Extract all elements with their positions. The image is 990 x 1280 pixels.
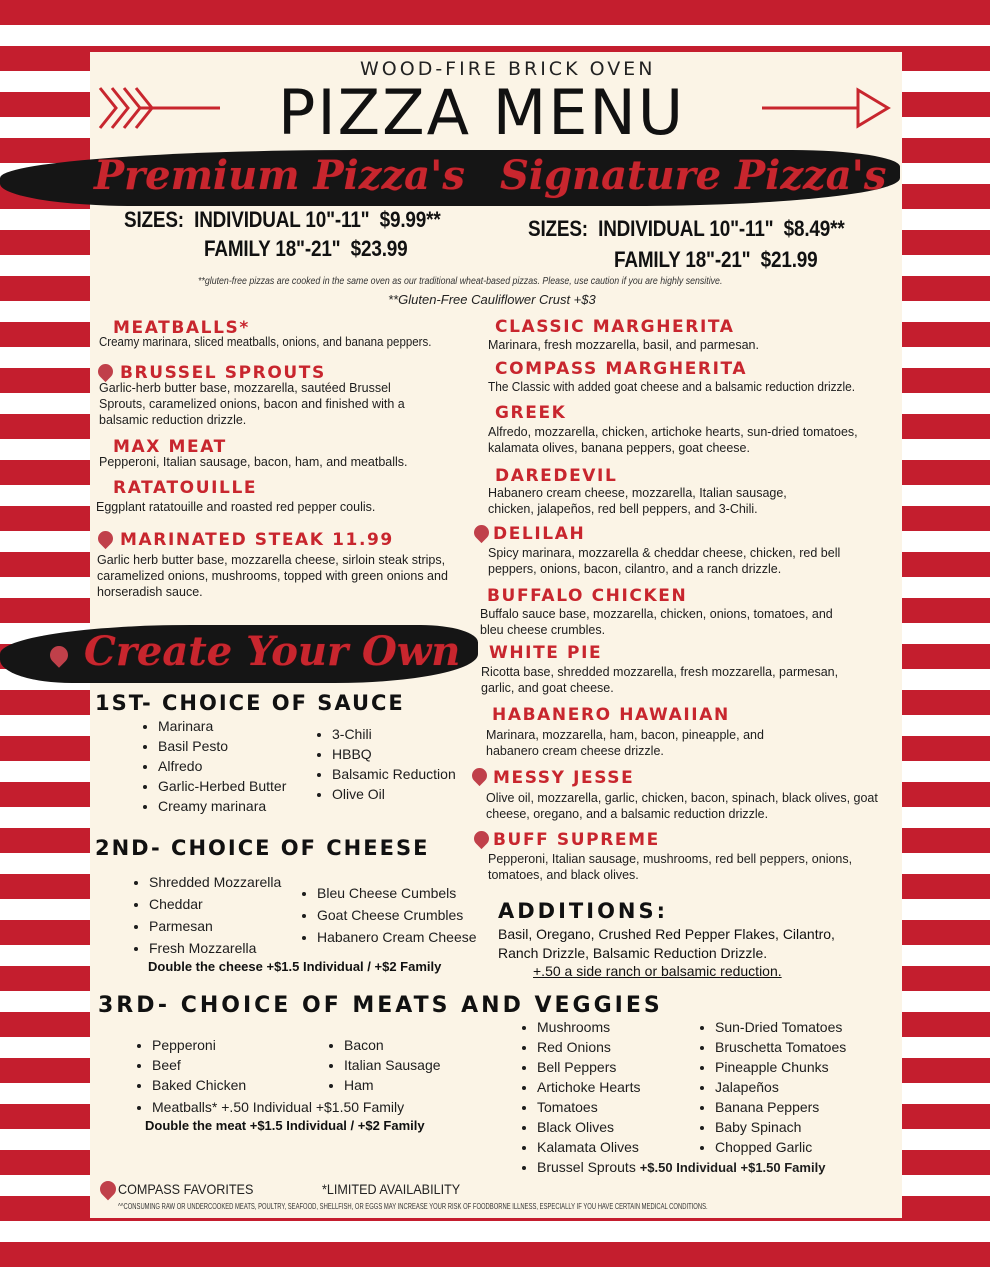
list-item: • Baby Spinach: [715, 1117, 846, 1137]
signature-item-name: CLASSIC MARGHERITA: [495, 317, 735, 337]
signature-item-name: BUFFALO CHICKEN: [487, 586, 688, 606]
sauce-section-title: 1ST- CHOICE OF SAUCE: [95, 691, 405, 715]
premium-title: Premium Pizza's: [94, 152, 465, 199]
list-item: [537, 1157, 825, 1178]
list-item: • Bell Peppers: [537, 1057, 825, 1077]
additions-text: Basil, Oregano, Crushed Red Pepper Flakes, Cilantro, Ranch Drizzle, Balsamic Reduction Drizzle.: [498, 926, 835, 961]
meat-list-b: [326, 1035, 441, 1095]
gluten-crust: **Gluten-Free Cauliflower Crust +$3: [388, 292, 596, 307]
signature-size-family: FAMILY 18"-21" $21.99: [614, 247, 818, 272]
list-item: • Baked Chicken: [152, 1075, 404, 1095]
list-item: • Balsamic Reduction: [332, 764, 456, 784]
signature-item-desc: Buffalo sauce base, mozzarella, chicken, onions, tomatoes, and bleu cheese crumbles.: [480, 607, 833, 637]
arrow-left-icon: [98, 84, 222, 132]
meat-section-title: 3RD- CHOICE OF MEATS AND VEGGIES: [98, 993, 663, 1018]
list-item: • Mushrooms: [537, 1017, 825, 1037]
cheese-list-a: [131, 871, 281, 959]
signature-item-name: COMPASS MARGHERITA: [495, 359, 748, 379]
list-item: • 3-Chili: [332, 724, 456, 744]
list-item: • Sun-Dried Tomatoes: [715, 1017, 846, 1037]
list-item: • Bacon: [344, 1035, 441, 1055]
additions-side: +.50 a side ranch or balsamic reduction.: [533, 963, 782, 979]
premium-size-family: FAMILY 18"-21" $23.99: [204, 236, 408, 261]
signature-item-name: WHITE PIE: [489, 643, 603, 663]
premium-size-individual: SIZES: INDIVIDUAL 10"-11" $9.99**: [124, 207, 441, 232]
list-item: • Goat Cheese Crumbles: [317, 904, 477, 926]
brussel-name: Brussel Sprouts: [537, 1159, 636, 1175]
cheese-extra: Double the cheese +$1.5 Individual / +$2 Family: [148, 959, 442, 974]
signature-item-name: GREEK: [495, 403, 567, 423]
premium-item-name: MEATBALLS*: [113, 318, 250, 338]
signature-size-individual: SIZES: INDIVIDUAL 10"-11" $8.49**: [528, 216, 845, 241]
menu-subtitle: WOOD-FIRE BRICK OVEN: [360, 58, 656, 80]
premium-item-desc: Pepperoni, Italian sausage, bacon, ham, and meatballs.: [99, 455, 408, 469]
disclaimer: ^^CONSUMING RAW OR UNDERCOOKED MEATS, POULTRY, SEAFOOD, SHELLFISH, OR EGGS MAY INCREASE YOUR RISK OF FOODBORNE ILLNESS, ESPECIALLY IF YOU HAVE CERTAIN MEDICAL CONDITIONS.: [118, 1201, 708, 1211]
list-item: • Basil Pesto: [158, 736, 286, 756]
list-item: • Red Onions: [537, 1037, 825, 1057]
list-item: • Beef: [152, 1055, 404, 1075]
favorites-legend: COMPASS FAVORITES: [118, 1181, 254, 1197]
list-item: • Olive Oil: [332, 784, 456, 804]
limited-legend: *LIMITED AVAILABILITY: [322, 1181, 461, 1197]
create-title: Create Your Own: [84, 628, 461, 675]
premium-item-name: MARINATED STEAK 11.99: [120, 530, 394, 550]
signature-item-name: DELILAH: [493, 524, 586, 544]
signature-item-desc: Marinara, fresh mozzarella, basil, and parmesan.: [488, 338, 759, 352]
premium-item-name: RATATOUILLE: [113, 478, 258, 498]
premium-item-desc: Creamy marinara, sliced meatballs, onions, and banana peppers.: [99, 335, 432, 349]
veg-list-b: [697, 1017, 846, 1157]
menu-title: PIZZA MENU: [278, 76, 686, 149]
list-item: • Chopped Garlic: [715, 1137, 846, 1157]
meat-extra: Double the meat +$1.5 Individual / +$2 Family: [145, 1118, 425, 1133]
signature-item-desc: Spicy marinara, mozzarella & cheddar cheese, chicken, red bell peppers, onions, bacon, cilantro, and a ranch drizzle.: [488, 546, 841, 576]
list-item: • Habanero Cream Cheese: [317, 926, 477, 948]
premium-item-desc: Garlic herb butter base, mozzarella cheese, sirloin steak strips, caramelized onions, mushrooms, topped with green onions and horseradish sauce.: [97, 553, 448, 599]
additions-title: ADDITIONS:: [498, 899, 669, 923]
cheese-list-b: [299, 882, 477, 948]
premium-item-name: MAX MEAT: [113, 437, 227, 457]
signature-item-name: BUFF SUPREME: [493, 830, 660, 850]
premium-item-name: BRUSSEL SPROUTS: [120, 363, 326, 383]
list-item: • Pepperoni: [152, 1035, 404, 1055]
list-item: • Jalapeños: [715, 1077, 846, 1097]
signature-item-desc: Pepperoni, Italian sausage, mushrooms, red bell peppers, onions, tomatoes, and black olives.: [488, 852, 853, 882]
signature-item-desc: Ricotta base, shredded mozzarella, fresh mozzarella, parmesan, garlic, and goat cheese.: [481, 665, 839, 695]
list-item: • Kalamata Olives: [537, 1137, 825, 1157]
gluten-note: **gluten-free pizzas are cooked in the same oven as our traditional wheat-based pizzas. Please, use caution if you are highly sensitive.: [198, 276, 723, 287]
premium-item-desc: Garlic-herb butter base, mozzarella, sautéed Brussel Sprouts, caramelized onions, bacon and finished with a balsamic reduction drizzle.: [99, 381, 405, 427]
signature-item-name: MESSY JESSE: [493, 768, 635, 788]
signature-item-desc: Marinara, mozzarella, ham, bacon, pineapple, and habanero cream cheese drizzle.: [486, 728, 764, 758]
signature-item-desc: Habanero cream cheese, mozzarella, Italian sausage, chicken, jalapeños, red bell peppers, and 3-Chili.: [488, 486, 787, 516]
signature-item-name: HABANERO HAWAIIAN: [492, 705, 730, 725]
list-item: • Creamy marinara: [158, 796, 286, 816]
list-item: • HBBQ: [332, 744, 456, 764]
signature-title: Signature Pizza's: [500, 152, 887, 199]
premium-item-desc: Eggplant ratatouille and roasted red pepper coulis.: [96, 500, 376, 514]
sauce-list-b: [314, 724, 456, 804]
list-item: • Garlic-Herbed Butter: [158, 776, 286, 796]
signature-item-desc: The Classic with added goat cheese and a balsamic reduction drizzle.: [488, 380, 856, 394]
sauce-list-a: [140, 716, 286, 816]
list-item: • Alfredo: [158, 756, 286, 776]
signature-item-desc: Olive oil, mozzarella, garlic, chicken, bacon, spinach, black olives, goat cheese, oregano, and a balsamic reduction drizzle.: [486, 791, 878, 821]
signature-item-name: DAREDEVIL: [495, 466, 618, 486]
list-item: • Meatballs* +.50 Individual +$1.50 Family: [152, 1097, 404, 1117]
list-item: • Bleu Cheese Cumbels: [317, 882, 477, 904]
signature-item-desc: Alfredo, mozzarella, chicken, artichoke hearts, sun-dried tomatoes, kalamata olives, banana peppers, goat cheese.: [488, 425, 858, 455]
list-item: • Banana Peppers: [715, 1097, 846, 1117]
list-item: • Black Olives: [537, 1117, 825, 1137]
cheese-section-title: 2ND- CHOICE OF CHEESE: [95, 836, 430, 860]
list-item: • Shredded Mozzarella: [149, 871, 281, 893]
list-item: • Artichoke Hearts: [537, 1077, 825, 1097]
list-item: • Fresh Mozzarella: [149, 937, 281, 959]
list-item: • Pineapple Chunks: [715, 1057, 846, 1077]
list-item: • Parmesan: [149, 915, 281, 937]
list-item: • Tomatoes: [537, 1097, 825, 1117]
list-item: • Marinara: [158, 716, 286, 736]
arrow-right-icon: [762, 86, 892, 130]
list-item: • Bruschetta Tomatoes: [715, 1037, 846, 1057]
list-item: • Italian Sausage: [344, 1055, 441, 1075]
brussel-price: +$.50 Individual +$1.50 Family: [639, 1160, 826, 1175]
list-item: • Cheddar: [149, 893, 281, 915]
list-item: • Ham: [344, 1075, 441, 1095]
